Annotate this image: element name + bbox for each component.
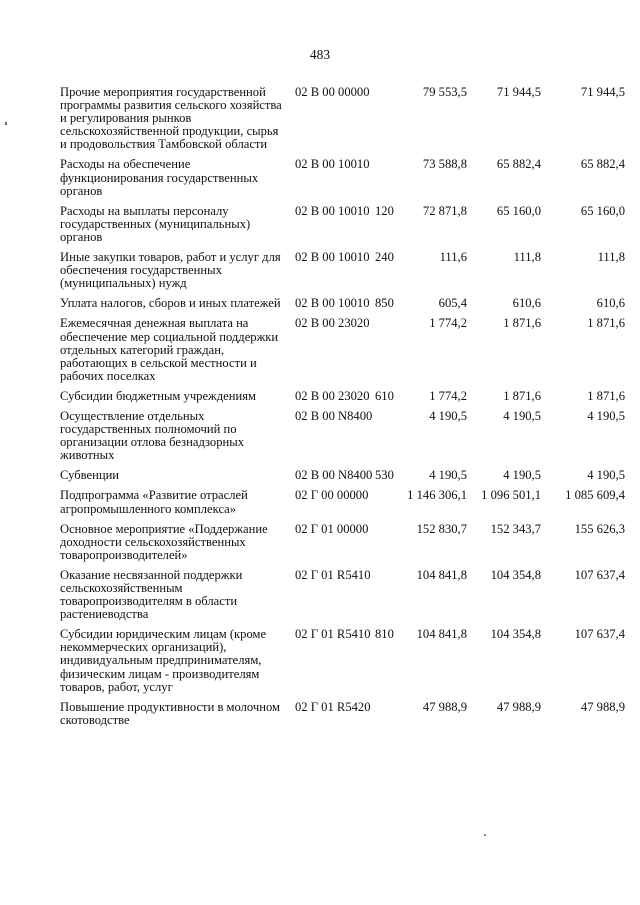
row-code: 02 Г 01 R5410 — [295, 627, 371, 642]
row-name: Субвенции — [60, 468, 120, 483]
row-value-1: 1 774,2 — [429, 388, 467, 403]
row-code: 02 В 00 N8400 — [295, 468, 373, 483]
row-code: 02 В 00 10010 — [295, 203, 370, 218]
row-value-3: 4 190,5 — [587, 408, 625, 423]
table-row — [60, 628, 625, 693]
row-name: Прочие мероприятия государственной программы развития сельского хозяйства и регулирования рынков сельскохозяйственной продукции, сырья и продовольствия Тамбовской области — [60, 85, 282, 152]
row-value-2: 4 190,5 — [503, 408, 541, 423]
row-expense-type: 810 — [375, 627, 394, 642]
row-name: Повышение продуктивности в молочном скотоводстве — [60, 699, 281, 727]
row-value-1: 73 588,8 — [422, 157, 467, 172]
row-name: Субсидии бюджетным учреждениям — [60, 388, 256, 403]
row-code: 02 Г 01 R5420 — [295, 699, 371, 714]
row-value-1: 605,4 — [438, 296, 467, 311]
row-value-1: 72 871,8 — [422, 203, 467, 218]
row-value-3: 107 637,4 — [574, 627, 625, 642]
row-code: 02 Г 01 R5410 — [295, 567, 371, 582]
table-row — [60, 390, 625, 403]
row-expense-type: 530 — [375, 468, 394, 483]
row-name: Ежемесячная денежная выплата на обеспечение мер социальной поддержки отдельных категорий граждан, работающих в сельской местности и рабочих поселках — [60, 316, 279, 383]
scan-mark — [5, 122, 7, 125]
row-name: Осуществление отдельных государственных полномочий по организации отлова безнадзорных животных — [60, 408, 245, 463]
table-row — [60, 251, 625, 290]
scan-dot — [484, 834, 486, 836]
row-value-1: 104 841,8 — [416, 567, 467, 582]
row-code: 02 В 00 10010 — [295, 157, 370, 172]
row-value-3: 610,6 — [596, 296, 625, 311]
row-name: Оказание несвязанной поддержки сельскохозяйственным товаропроизводителям в области растениеводства — [60, 567, 243, 622]
table-row — [60, 317, 625, 382]
row-value-2: 104 354,8 — [490, 567, 541, 582]
row-value-3: 1 871,6 — [587, 388, 625, 403]
row-value-2: 47 988,9 — [496, 699, 541, 714]
row-value-3: 4 190,5 — [587, 468, 625, 483]
table-row — [60, 297, 625, 310]
table-row — [60, 410, 625, 462]
row-name: Расходы на обеспечение функционирования государственных органов — [60, 157, 259, 198]
row-expense-type: 120 — [375, 203, 394, 218]
row-expense-type: 610 — [375, 388, 394, 403]
row-value-1: 1 774,2 — [429, 316, 467, 331]
row-code: 02 В 00 N8400 — [295, 408, 373, 423]
row-code: 02 В 00 10010 — [295, 296, 370, 311]
row-value-2: 1 096 501,1 — [481, 488, 541, 503]
table-row — [60, 205, 625, 244]
table-row — [60, 489, 625, 515]
row-value-2: 104 354,8 — [490, 627, 541, 642]
row-value-1: 4 190,5 — [429, 468, 467, 483]
row-value-3: 65 882,4 — [580, 157, 625, 172]
row-value-1: 1 146 306,1 — [407, 488, 467, 503]
row-name: Уплата налогов, сборов и иных платежей — [60, 296, 281, 311]
row-code: 02 Г 00 00000 — [295, 488, 369, 503]
row-name: Основное мероприятие «Поддержание доходности сельскохозяйственных товаропроизводителей» — [60, 521, 268, 562]
row-value-2: 65 160,0 — [496, 203, 541, 218]
row-value-3: 65 160,0 — [580, 203, 625, 218]
row-expense-type: 850 — [375, 296, 394, 311]
row-value-1: 152 830,7 — [416, 521, 467, 536]
row-value-3: 47 988,9 — [580, 699, 625, 714]
table-row — [60, 158, 625, 197]
row-value-2: 71 944,5 — [496, 85, 541, 99]
row-value-3: 107 637,4 — [574, 567, 625, 582]
row-name: Расходы на выплаты персоналу государственных (муниципальных) органов — [60, 203, 251, 244]
row-value-1: 104 841,8 — [416, 627, 467, 642]
row-value-1: 4 190,5 — [429, 408, 467, 423]
budget-table — [60, 86, 625, 734]
row-name: Иные закупки товаров, работ и услуг для обеспечения государственных (муниципальных) нужд — [60, 250, 281, 291]
row-code: 02 В 00 23020 — [295, 316, 370, 331]
row-name: Подпрограмма «Развитие отраслей агропромышленного комплекса» — [60, 488, 248, 516]
row-value-3: 155 626,3 — [574, 521, 625, 536]
table-row — [60, 569, 625, 621]
table-row — [60, 469, 625, 482]
row-value-2: 1 871,6 — [503, 388, 541, 403]
row-value-2: 111,8 — [513, 250, 541, 265]
row-expense-type: 240 — [375, 250, 394, 265]
row-name: Субсидии юридическим лицам (кроме некоммерческих организаций), индивидуальным предпринимателям, физическим лицам - производителям товаров, работ, услуг — [60, 627, 267, 694]
row-code: 02 Г 01 00000 — [295, 521, 369, 536]
row-value-3: 1 085 609,4 — [565, 488, 625, 503]
row-value-2: 152 343,7 — [490, 521, 541, 536]
row-value-2: 610,6 — [512, 296, 541, 311]
row-value-1: 111,6 — [439, 250, 467, 265]
row-code: 02 В 00 00000 — [295, 85, 370, 99]
row-value-2: 65 882,4 — [496, 157, 541, 172]
row-value-1: 47 988,9 — [422, 699, 467, 714]
row-value-2: 1 871,6 — [503, 316, 541, 331]
row-code: 02 В 00 23020 — [295, 388, 370, 403]
table-row — [60, 701, 625, 727]
table-row — [60, 86, 625, 151]
row-code: 02 В 00 10010 — [295, 250, 370, 265]
row-value-3: 71 944,5 — [580, 85, 625, 99]
row-value-1: 79 553,5 — [422, 85, 467, 99]
row-value-3: 111,8 — [597, 250, 625, 265]
row-value-3: 1 871,6 — [587, 316, 625, 331]
table-row — [60, 523, 625, 562]
row-value-2: 4 190,5 — [503, 468, 541, 483]
page-number: 483 — [309, 47, 331, 62]
